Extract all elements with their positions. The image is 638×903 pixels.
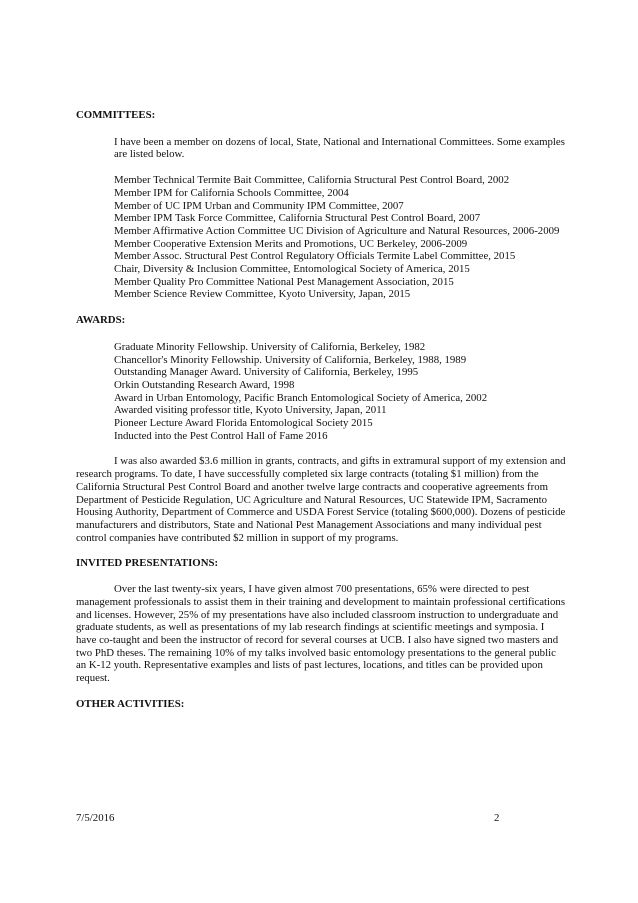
list-item: Member IPM Task Force Committee, California Structural Pest Control Board, 2007: [114, 212, 481, 225]
list-item: Inducted into the Pest Control Hall of Fame 2016: [114, 429, 328, 442]
page-number: 2: [494, 812, 500, 824]
list-item: Member Cooperative Extension Merits and Promotions, UC Berkeley, 2006-2009: [114, 237, 468, 250]
list-item: Member Technical Termite Bait Committee, California Structural Pest Control Board, 2002: [114, 174, 510, 187]
invited-presentations-paragraph: Over the last twenty-six years, I have given almost 700 presentations, 65% were directed to pest management professionals to assist them in their training and development to maintain professional certifications and licenses. However, 25% of my presentations have also included classroom instruction to undergraduate and graduate students, as well as presentations of my lab research findings at scientific meetings and symposia. I have co-taught and been the instructor of record for several courses at UCB. I also have signed two masters and two PhD theses. The remaining 10% of my talks involved basic entomology presentations to the general public an K-12 youth. Representative examples and lists of past lectures, locations, and titles can be provided upon request.: [76, 583, 566, 685]
list-item: Member IPM for California Schools Committee, 2004: [114, 186, 349, 199]
list-item: Member Quality Pro Committee National Pest Management Association, 2015: [114, 275, 454, 288]
awards-list: [114, 341, 566, 443]
committees-intro: I have been a member on dozens of local, State, National and International Committees. Some examples are listed below.: [114, 135, 565, 161]
list-item: Member Science Review Committee, Kyoto University, Japan, 2015: [114, 288, 411, 301]
page-content: [76, 109, 566, 710]
list-item: Graduate Minority Fellowship. University of California, Berkeley, 1982: [114, 340, 426, 353]
list-item: Outstanding Manager Award. University of California, Berkeley, 1995: [114, 366, 419, 379]
footer-date: 7/5/2016: [76, 812, 115, 824]
committees-list: [114, 174, 566, 301]
invited-presentations-heading: INVITED PRESENTATIONS:: [76, 557, 219, 570]
awards-paragraph: I was also awarded $3.6 million in grants, contracts, and gifts in extramural support of my extension and research programs. To date, I have successfully completed six large contracts (totaling $1 million) from the California Structural Pest Control Board and another twelve large contracts and cooperative agreements from Department of Pesticide Regulation, UC Agriculture and Natural Resources, UC Statewide IPM, Sacramento Housing Authority, Department of Commerce and USDA Forest Service (totaling $600,000). Dozens of pesticide manufacturers and distributors, State and National Pest Management Associations and many individual pest control companies have contributed $2 million in support of my programs.: [76, 455, 566, 544]
other-activities-heading: OTHER ACTIVITIES:: [76, 697, 185, 710]
committees-heading: COMMITTEES:: [76, 109, 156, 121]
awards-heading: AWARDS:: [76, 314, 126, 327]
list-item: Award in Urban Entomology, Pacific Branch Entomological Society of America, 2002: [114, 391, 488, 404]
list-item: Chancellor's Minority Fellowship. University of California, Berkeley, 1988, 1989: [114, 353, 467, 366]
list-item: Chair, Diversity & Inclusion Committee, Entomological Society of America, 2015: [114, 263, 470, 276]
list-item: Member of UC IPM Urban and Community IPM Committee, 2007: [114, 199, 404, 212]
list-item: Orkin Outstanding Research Award, 1998: [114, 378, 295, 391]
list-item: Member Assoc. Structural Pest Control Regulatory Officials Termite Label Committee, 2015: [114, 250, 516, 263]
list-item: Awarded visiting professor title, Kyoto University, Japan, 2011: [114, 404, 387, 417]
list-item: Member Affirmative Action Committee UC Division of Agriculture and Natural Resources, 2006-2009: [114, 224, 560, 237]
list-item: Pioneer Lecture Award Florida Entomological Society 2015: [114, 417, 373, 430]
